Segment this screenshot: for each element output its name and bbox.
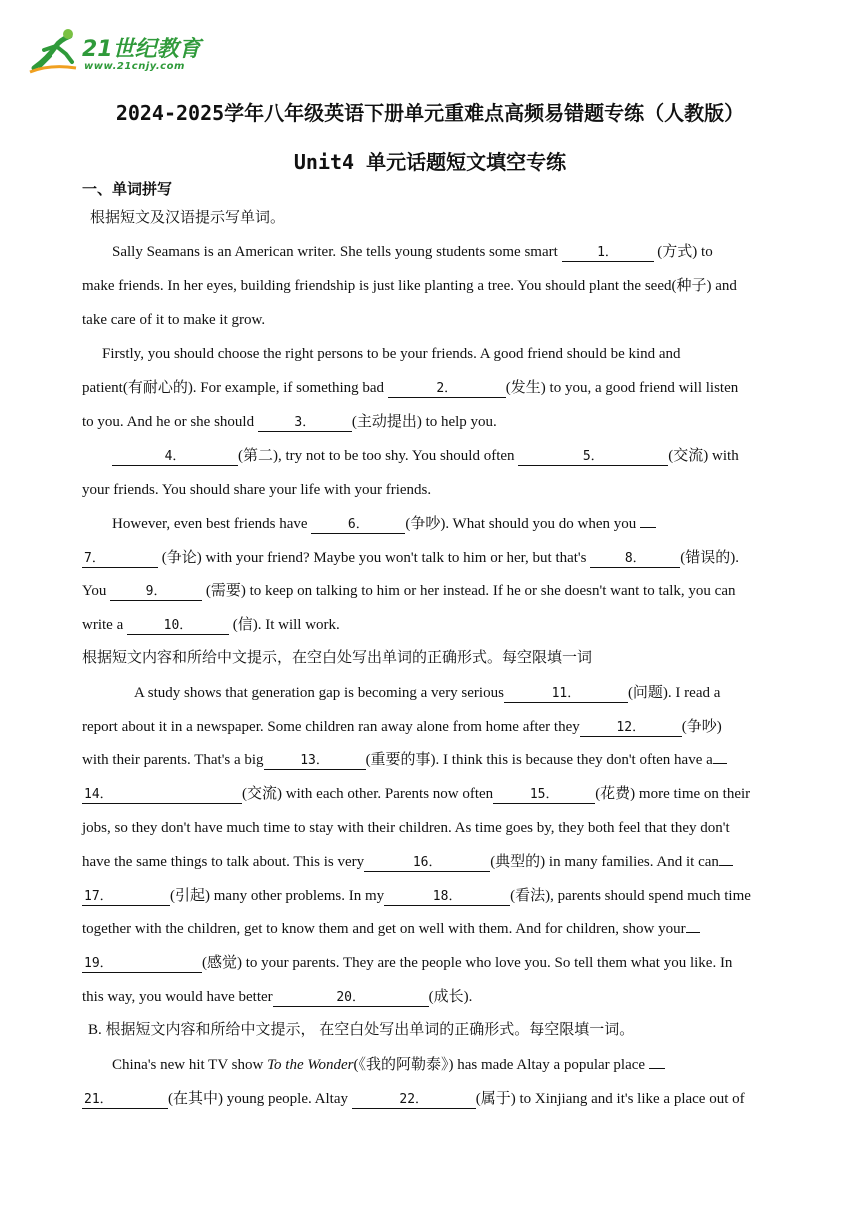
blank-6[interactable]: 6． bbox=[311, 517, 405, 534]
text-line: 14． (交流) with each other. Parents now often 15． (花费) more time on their bbox=[84, 786, 751, 802]
blank-17[interactable]: 17． bbox=[82, 889, 170, 906]
blank-11[interactable]: 11． bbox=[504, 686, 628, 703]
text-line: A study shows that generation gap is becoming a very serious 11． (问题). I read a bbox=[134, 685, 721, 701]
blank-3[interactable]: 3． bbox=[258, 415, 352, 432]
doc-subtitle: Unit4 单元话题短文填空专练 bbox=[293, 150, 567, 174]
text-line: write a 10． (信). It will work. bbox=[82, 617, 340, 633]
blank-4[interactable]: 4． bbox=[112, 449, 238, 466]
blank-7[interactable]: 7． bbox=[82, 551, 158, 568]
text-line: Sally Seamans is an American writer. She tells young students some smart 1． (方式) to bbox=[112, 244, 713, 260]
blank-19[interactable]: 19． bbox=[82, 956, 202, 973]
text-line: Firstly, you should choose the right persons to be your friends. A good friend should be kind and bbox=[102, 346, 681, 362]
text-line: China's new hit TV show To the Wonder(《我的阿勒泰》) has made Altay a popular place bbox=[82, 1055, 782, 1075]
text-line: 17． (引起) many other problems. In my 18． (看法), parents should spend much time bbox=[84, 888, 751, 904]
text-line: together with the children, get to know them and get on well with them. And for children, show your bbox=[82, 919, 782, 939]
blank-2[interactable]: 2． bbox=[388, 381, 506, 398]
blank-16[interactable]: 16． bbox=[364, 855, 490, 872]
text-line: patient(有耐心的). For example, if something bad 2． (发生) to you, a good friend will listen bbox=[82, 380, 739, 396]
text-line: to you. And he or she should 3． (主动提出) to help you. bbox=[82, 414, 497, 430]
text-line: your friends. You should share your life with your friends. bbox=[82, 482, 432, 498]
text-line: take care of it to make it grow. bbox=[82, 312, 266, 328]
section-heading: 一、单词拼写 bbox=[82, 180, 173, 198]
text-line: 7． (争论) with your friend? Maybe you won't talk to him or her, but that's 8． (错误的). bbox=[84, 550, 739, 566]
logo bbox=[26, 28, 201, 78]
blank-14[interactable]: 14． bbox=[82, 787, 242, 804]
blank-22[interactable]: 22． bbox=[352, 1092, 476, 1109]
blank-19-start bbox=[686, 932, 700, 933]
text-line: You 9． (需要) to keep on talking to him or her instead. If he or she doesn't want to talk, you can bbox=[82, 583, 736, 599]
blank-15[interactable]: 15． bbox=[493, 787, 595, 804]
instruction-2: 根据短文内容和所给中文提示，在空白处写出单词的正确形式。每空限填一词 bbox=[82, 650, 593, 666]
text-line: jobs, so they don't have much time to stay with their children. As time goes by, they both feel that they don't bbox=[82, 820, 730, 836]
runner-logo-icon bbox=[26, 28, 82, 76]
instruction-1: 根据短文及汉语提示写单词。 bbox=[90, 210, 286, 226]
logo-brand: 21世纪教育 bbox=[82, 37, 201, 62]
blank-7-start bbox=[640, 527, 656, 528]
text-line: have the same things to talk about. This is very 16． (典型的) in many families. And it can bbox=[82, 852, 782, 872]
text-line: make friends. In her eyes, building friendship is just like planting a tree. You should plant the seed(种子) and bbox=[82, 278, 737, 294]
doc-title: 2024-2025学年八年级英语下册单元重难点高频易错题专练（人教版） bbox=[115, 101, 745, 125]
blank-13[interactable]: 13． bbox=[264, 753, 366, 770]
text-line: this way, you would have better 20． (成长). bbox=[82, 989, 473, 1005]
blank-8[interactable]: 8． bbox=[590, 551, 680, 568]
blank-18[interactable]: 18． bbox=[384, 889, 510, 906]
text-line: 19． (感觉) to your parents. They are the people who love you. So tell them what you like. In bbox=[84, 955, 733, 971]
logo-url: www.21cnjy.com bbox=[84, 61, 185, 72]
instruction-3: B. 根据短文内容和所给中文提示， 在空白处写出单词的正确形式。每空限填一词。 bbox=[88, 1022, 635, 1038]
blank-1[interactable]: 1． bbox=[562, 245, 654, 262]
blank-10[interactable]: 10． bbox=[127, 618, 229, 635]
blank-21-start bbox=[649, 1068, 665, 1069]
blank-12[interactable]: 12． bbox=[580, 720, 682, 737]
blank-20[interactable]: 20． bbox=[273, 990, 429, 1007]
text-line: However, even best friends have 6． (争吵). What should you do when you bbox=[82, 514, 782, 534]
text-line: 4． (第二), try not to be too shy. You should often 5． (交流) with bbox=[82, 446, 782, 466]
blank-5[interactable]: 5． bbox=[518, 449, 668, 466]
blank-17-start bbox=[719, 865, 733, 866]
blank-14-start bbox=[713, 763, 727, 764]
blank-9[interactable]: 9． bbox=[110, 584, 202, 601]
text-line: 21． (在其中) young people. Altay 22． (属于) to Xinjiang and it's like a place out of bbox=[84, 1091, 745, 1107]
text-line: report about it in a newspaper. Some children ran away alone from home after they 12． (争吵) bbox=[82, 719, 722, 735]
blank-21[interactable]: 21． bbox=[82, 1092, 168, 1109]
text-line: with their parents. That's a big 13． (重要的事). I think this is because they don't often have a bbox=[82, 750, 782, 770]
